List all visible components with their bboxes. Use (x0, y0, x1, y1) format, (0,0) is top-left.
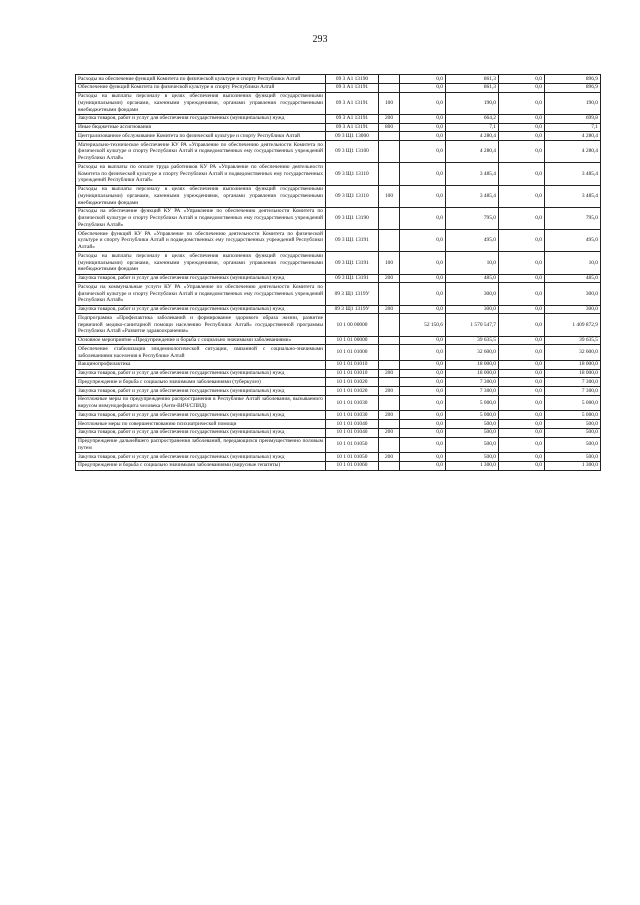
amount-change-year2-cell: 0,0 (499, 230, 545, 252)
amount-change-year1-cell: 0,0 (400, 274, 446, 283)
expense-type-code-cell: 200 (379, 387, 400, 396)
amount-total-year2-cell: 795,0 (545, 207, 601, 229)
target-article-code-cell: 09 3 Щ1 13190 (326, 207, 379, 229)
expense-name-cell: Материально-техническое обеспечение КУ РА «Управление по обеспечению деятельности Комитета по физической культуре и спорту Республики Алтай и подведомственных ему государственных учреждений Республики Алтай» (76, 141, 326, 163)
amount-total-year2-cell: 300,0 (545, 283, 601, 305)
target-article-code-cell: 10 1 01 01030 (326, 411, 379, 420)
table-row (76, 132, 601, 141)
expense-type-code-cell: 200 (379, 114, 400, 123)
amount-total-year2-cell: 495,0 (545, 230, 601, 252)
table-row (76, 283, 601, 305)
table-row (76, 369, 601, 378)
amount-change-year1-cell: 0,0 (400, 252, 446, 274)
amount-change-year2-cell: 0,0 (499, 163, 545, 185)
target-article-code-cell: 09 3 Щ1 13191 (326, 230, 379, 252)
expense-type-code-cell: 100 (379, 92, 400, 114)
amount-change-year2-cell: 0,0 (499, 461, 545, 470)
expense-name-cell: Подпрограмма «Профилактика заболеваний и формирование здорового образа жизни, развитие первичной медико-санитарной помощи населению Республики Алтай» государственной программы Республики Алтай «Развитие здравоохранения» (76, 314, 326, 336)
amount-change-year1-cell: 0,0 (400, 83, 446, 92)
expense-type-code-cell (379, 378, 400, 387)
amount-total-year1-cell: 500,0 (446, 428, 499, 437)
expense-name-cell: Закупка товаров, работ и услуг для обеспечения государственных (муниципальных) нужд (76, 453, 326, 462)
amount-change-year1-cell: 0,0 (400, 92, 446, 114)
expense-type-code-cell (379, 395, 400, 411)
expense-type-code-cell: 200 (379, 453, 400, 462)
amount-total-year1-cell: 18 000,0 (446, 369, 499, 378)
table-row (76, 274, 601, 283)
target-article-code-cell: 09 3 Щ1 13110 (326, 185, 379, 207)
amount-total-year2-cell: 18 000,0 (545, 369, 601, 378)
target-article-code-cell: 09 3 А1 13191 (326, 123, 379, 132)
amount-total-year1-cell: 300,0 (446, 283, 499, 305)
table-row (76, 395, 601, 411)
amount-change-year2-cell: 0,0 (499, 314, 545, 336)
amount-total-year1-cell: 5 000,0 (446, 395, 499, 411)
amount-change-year2-cell: 0,0 (499, 114, 545, 123)
target-article-code-cell: 10 1 01 01050 (326, 437, 379, 453)
amount-change-year1-cell: 0,0 (400, 283, 446, 305)
amount-change-year2-cell: 0,0 (499, 411, 545, 420)
target-article-code-cell: 10 1 01 00000 (326, 336, 379, 345)
amount-change-year1-cell: 0,0 (400, 420, 446, 429)
amount-change-year2-cell: 0,0 (499, 75, 545, 84)
amount-change-year1-cell: 0,0 (400, 207, 446, 229)
target-article-code-cell: 09 3 А1 13191 (326, 92, 379, 114)
amount-total-year2-cell: 3 485,4 (545, 185, 601, 207)
amount-change-year2-cell: 0,0 (499, 437, 545, 453)
expense-name-cell: Основное мероприятие «Предупреждение и борьба с социально значимыми заболеваниями» (76, 336, 326, 345)
amount-total-year1-cell: 39 635,5 (446, 336, 499, 345)
amount-change-year1-cell: 52 150,6 (400, 314, 446, 336)
target-article-code-cell: 09 3 Щ1 13110 (326, 163, 379, 185)
expense-name-cell: Закупка товаров, работ и услуг для обеспечения государственных (муниципальных) нужд (76, 114, 326, 123)
amount-change-year1-cell: 0,0 (400, 230, 446, 252)
amount-change-year2-cell: 0,0 (499, 420, 545, 429)
amount-total-year1-cell: 7 300,0 (446, 387, 499, 396)
expense-name-cell: Обеспечение функций КУ РА «Управление по обеспечению деятельности Комитета по физической культуре и спорту Республики Алтай и подведомственных ему государственных учреждений Республики Алтай» (76, 230, 326, 252)
amount-change-year1-cell: 0,0 (400, 360, 446, 369)
expense-type-code-cell (379, 345, 400, 361)
amount-change-year2-cell: 0,0 (499, 92, 545, 114)
expense-type-code-cell (379, 360, 400, 369)
amount-total-year2-cell: 1 300,0 (545, 461, 601, 470)
amount-total-year2-cell: 7 300,0 (545, 387, 601, 396)
expense-name-cell: Централизованное обслуживание Комитета по физической культуре и спорту Республики Алтай (76, 132, 326, 141)
target-article-code-cell: 09 3 Щ1 13000 (326, 132, 379, 141)
amount-total-year1-cell: 7,1 (446, 123, 499, 132)
target-article-code-cell: 09 3 Щ1 13100 (326, 141, 379, 163)
amount-change-year1-cell: 0,0 (400, 305, 446, 314)
target-article-code-cell: 10 1 01 01040 (326, 428, 379, 437)
table-row (76, 387, 601, 396)
amount-total-year1-cell: 500,0 (446, 420, 499, 429)
amount-total-year2-cell: 5 000,0 (545, 395, 601, 411)
amount-total-year1-cell: 495,0 (446, 230, 499, 252)
amount-change-year1-cell: 0,0 (400, 437, 446, 453)
table-row (76, 185, 601, 207)
expense-name-cell: Расходы на выплаты персоналу в целях обеспечения выполнения функций государственными (муниципальными) органами, казенными учреждениями, органами управления государственными внебюджетными фондами (76, 92, 326, 114)
amount-total-year2-cell: 10,0 (545, 252, 601, 274)
amount-change-year2-cell: 0,0 (499, 336, 545, 345)
table-row (76, 305, 601, 314)
amount-total-year1-cell: 18 000,0 (446, 360, 499, 369)
table-row (76, 336, 601, 345)
table-row (76, 114, 601, 123)
amount-change-year1-cell: 0,0 (400, 336, 446, 345)
table-row (76, 123, 601, 132)
expense-type-code-cell: 200 (379, 274, 400, 283)
amount-total-year2-cell: 4 280,4 (545, 141, 601, 163)
amount-total-year1-cell: 3 485,4 (446, 185, 499, 207)
expense-type-code-cell (379, 163, 400, 185)
amount-total-year2-cell: 300,0 (545, 305, 601, 314)
target-article-code-cell: 10 1 01 01000 (326, 345, 379, 361)
amount-total-year1-cell: 4 280,4 (446, 132, 499, 141)
table-row (76, 420, 601, 429)
amount-change-year1-cell: 0,0 (400, 163, 446, 185)
expense-type-code-cell: 200 (379, 411, 400, 420)
table-row (76, 411, 601, 420)
amount-total-year2-cell: 39 635,5 (545, 336, 601, 345)
target-article-code-cell: 09 3 Щ1 1319У (326, 305, 379, 314)
table-row (76, 461, 601, 470)
expense-type-code-cell: 200 (379, 428, 400, 437)
amount-change-year2-cell: 0,0 (499, 378, 545, 387)
expense-name-cell: Расходы на выплаты персоналу в целях обеспечения выполнения функций государственными (муниципальными) органами, казенными учреждениями, органами управления государственными внебюджетными фондами (76, 252, 326, 274)
amount-change-year2-cell: 0,0 (499, 360, 545, 369)
amount-change-year1-cell: 0,0 (400, 378, 446, 387)
amount-total-year2-cell: 18 000,0 (545, 360, 601, 369)
amount-change-year2-cell: 0,0 (499, 369, 545, 378)
amount-total-year1-cell: 5 000,0 (446, 411, 499, 420)
expense-type-code-cell (379, 437, 400, 453)
table-row (76, 252, 601, 274)
amount-change-year2-cell: 0,0 (499, 207, 545, 229)
amount-change-year1-cell: 0,0 (400, 369, 446, 378)
table-row (76, 230, 601, 252)
expense-type-code-cell (379, 207, 400, 229)
expense-type-code-cell: 200 (379, 369, 400, 378)
amount-total-year1-cell: 3 485,4 (446, 163, 499, 185)
expense-type-code-cell (379, 314, 400, 336)
expense-type-code-cell (379, 230, 400, 252)
expense-type-code-cell (379, 83, 400, 92)
amount-change-year2-cell: 0,0 (499, 132, 545, 141)
expense-type-code-cell: 200 (379, 305, 400, 314)
amount-total-year2-cell: 500,0 (545, 437, 601, 453)
budget-table (75, 74, 601, 471)
target-article-code-cell: 10 1 01 01010 (326, 360, 379, 369)
amount-total-year2-cell: 190,0 (545, 92, 601, 114)
amount-change-year2-cell: 0,0 (499, 283, 545, 305)
amount-total-year1-cell: 1 300,0 (446, 461, 499, 470)
target-article-code-cell: 10 1 01 01020 (326, 387, 379, 396)
target-article-code-cell: 09 3 А1 13191 (326, 83, 379, 92)
amount-change-year1-cell: 0,0 (400, 132, 446, 141)
expense-type-code-cell (379, 132, 400, 141)
amount-change-year1-cell: 0,0 (400, 114, 446, 123)
expense-type-code-cell (379, 75, 400, 84)
target-article-code-cell: 10 1 01 01020 (326, 378, 379, 387)
page-number: 293 (312, 34, 328, 45)
amount-total-year2-cell: 3 485,4 (545, 163, 601, 185)
table-row (76, 378, 601, 387)
expense-type-code-cell (379, 420, 400, 429)
amount-change-year2-cell: 0,0 (499, 141, 545, 163)
expense-type-code-cell: 800 (379, 123, 400, 132)
table-row (76, 314, 601, 336)
expense-name-cell: Расходы на выплаты по оплате труда работников КУ РА «Управление по обеспечению деятельности Комитета по физической культуре и спорту Республики Алтай и подведомственных ему государственных учреждений Республики Алтай» (76, 163, 326, 185)
expense-name-cell: Предупреждение и борьба с социально значимыми заболеваниями (вирусные гепатиты) (76, 461, 326, 470)
table-row (76, 163, 601, 185)
target-article-code-cell: 10 1 01 01050 (326, 453, 379, 462)
expense-type-code-cell (379, 461, 400, 470)
amount-total-year1-cell: 10,0 (446, 252, 499, 274)
target-article-code-cell: 09 3 Щ1 13191 (326, 274, 379, 283)
expense-name-cell: Закупка товаров, работ и услуг для обеспечения государственных (муниципальных) нужд (76, 369, 326, 378)
amount-total-year2-cell: 699,8 (545, 114, 601, 123)
amount-total-year2-cell: 7,1 (545, 123, 601, 132)
amount-total-year1-cell: 861,3 (446, 83, 499, 92)
target-article-code-cell: 09 3 Щ1 13191 (326, 252, 379, 274)
expense-name-cell: Расходы на обеспечение функций КУ РА «Управление по обеспечению деятельности Комитета по физической культуре и спорту Республики Алтай и подведомственных ему государственных учреждений Республики Алтай» (76, 207, 326, 229)
amount-total-year1-cell: 485,0 (446, 274, 499, 283)
amount-change-year1-cell: 0,0 (400, 411, 446, 420)
amount-total-year1-cell: 32 600,0 (446, 345, 499, 361)
table-row (76, 75, 601, 84)
expense-type-code-cell (379, 283, 400, 305)
expense-name-cell: Расходы на выплаты персоналу в целях обеспечения выполнения функций государственными (муниципальными) органами, казенными учреждениями, органами управления государственными внебюджетными фондами (76, 185, 326, 207)
table-row (76, 437, 601, 453)
expense-type-code-cell (379, 141, 400, 163)
amount-total-year1-cell: 7 300,0 (446, 378, 499, 387)
amount-change-year2-cell: 0,0 (499, 453, 545, 462)
target-article-code-cell: 10 1 01 01040 (326, 420, 379, 429)
target-article-code-cell: 10 1 00 00000 (326, 314, 379, 336)
table-row (76, 360, 601, 369)
target-article-code-cell: 09 3 А1 13191 (326, 114, 379, 123)
amount-total-year2-cell: 5 000,0 (545, 411, 601, 420)
amount-change-year2-cell: 0,0 (499, 387, 545, 396)
table-row (76, 92, 601, 114)
expense-name-cell: Расходы на обеспечение функций Комитета по физической культуре и спорту Республики Алтай (76, 75, 326, 84)
target-article-code-cell: 10 1 01 01010 (326, 369, 379, 378)
expense-type-code-cell (379, 336, 400, 345)
expense-name-cell: Иные бюджетные ассигнования (76, 123, 326, 132)
expense-type-code-cell: 100 (379, 252, 400, 274)
amount-change-year1-cell: 0,0 (400, 345, 446, 361)
amount-change-year2-cell: 0,0 (499, 83, 545, 92)
expense-name-cell: Неотложные меры по предупреждению распространения в Республике Алтай заболевания, вызываемого вирусом иммунодефицита человека (Анти-ВИЧ/СПИД) (76, 395, 326, 411)
amount-change-year1-cell: 0,0 (400, 123, 446, 132)
amount-total-year1-cell: 4 280,4 (446, 141, 499, 163)
expense-name-cell: Вакцинопрофилактика (76, 360, 326, 369)
expense-name-cell: Закупка товаров, работ и услуг для обеспечения государственных (муниципальных) нужд (76, 428, 326, 437)
amount-total-year2-cell: 4 280,4 (545, 132, 601, 141)
amount-change-year1-cell: 0,0 (400, 461, 446, 470)
amount-change-year2-cell: 0,0 (499, 395, 545, 411)
amount-change-year1-cell: 0,0 (400, 395, 446, 411)
table-row (76, 83, 601, 92)
amount-change-year1-cell: 0,0 (400, 453, 446, 462)
expense-name-cell: Предупреждение и борьба с социально значимыми заболеваниями (туберкулез) (76, 378, 326, 387)
amount-change-year2-cell: 0,0 (499, 345, 545, 361)
amount-change-year2-cell: 0,0 (499, 123, 545, 132)
expense-name-cell: Закупка товаров, работ и услуг для обеспечения государственных (муниципальных) нужд (76, 305, 326, 314)
amount-total-year1-cell: 861,3 (446, 75, 499, 84)
amount-total-year1-cell: 1 570 547,7 (446, 314, 499, 336)
expense-name-cell: Закупка товаров, работ и услуг для обеспечения государственных (муниципальных) нужд (76, 387, 326, 396)
table-row (76, 428, 601, 437)
amount-change-year1-cell: 0,0 (400, 185, 446, 207)
amount-total-year2-cell: 485,0 (545, 274, 601, 283)
amount-change-year1-cell: 0,0 (400, 387, 446, 396)
amount-total-year1-cell: 795,0 (446, 207, 499, 229)
amount-change-year2-cell: 0,0 (499, 252, 545, 274)
amount-total-year2-cell: 7 300,0 (545, 378, 601, 387)
expense-name-cell: Неотложные меры по совершенствованию психиатрической помощи (76, 420, 326, 429)
amount-change-year2-cell: 0,0 (499, 185, 545, 207)
amount-total-year2-cell: 896,9 (545, 75, 601, 84)
amount-total-year2-cell: 1 409 872,9 (545, 314, 601, 336)
amount-change-year1-cell: 0,0 (400, 75, 446, 84)
amount-total-year1-cell: 500,0 (446, 437, 499, 453)
expense-name-cell: Закупка товаров, работ и услуг для обеспечения государственных (муниципальных) нужд (76, 411, 326, 420)
expense-type-code-cell: 100 (379, 185, 400, 207)
target-article-code-cell: 10 1 01 01060 (326, 461, 379, 470)
amount-total-year1-cell: 500,0 (446, 453, 499, 462)
expense-name-cell: Закупка товаров, работ и услуг для обеспечения государственных (муниципальных) нужд (76, 274, 326, 283)
budget-table-body (76, 75, 601, 471)
table-row (76, 345, 601, 361)
amount-total-year1-cell: 300,0 (446, 305, 499, 314)
amount-total-year2-cell: 500,0 (545, 428, 601, 437)
table-row (76, 207, 601, 229)
amount-total-year1-cell: 664,2 (446, 114, 499, 123)
table-row (76, 453, 601, 462)
amount-change-year2-cell: 0,0 (499, 305, 545, 314)
target-article-code-cell: 09 3 Щ1 1319У (326, 283, 379, 305)
amount-total-year1-cell: 190,0 (446, 92, 499, 114)
expense-name-cell: Расходы на коммунальные услуги КУ РА «Управление по обеспечению деятельности Комитета по физической культуре и спорту Республики Алтай и подведомственных ему государственных учреждений Республики Алтай» (76, 283, 326, 305)
amount-total-year2-cell: 500,0 (545, 420, 601, 429)
expense-name-cell: Предупреждение дальнейшего распространения заболеваний, передающихся преимущественно половым путем (76, 437, 326, 453)
amount-change-year2-cell: 0,0 (499, 428, 545, 437)
amount-change-year2-cell: 0,0 (499, 274, 545, 283)
amount-change-year1-cell: 0,0 (400, 141, 446, 163)
amount-total-year2-cell: 32 600,0 (545, 345, 601, 361)
amount-total-year2-cell: 896,9 (545, 83, 601, 92)
table-row (76, 141, 601, 163)
amount-total-year2-cell: 500,0 (545, 453, 601, 462)
expense-name-cell: Обеспечение стабилизации эпидемиологической ситуации, связанной с социально-значимыми заболеваниями населения в Республике Алтай (76, 345, 326, 361)
target-article-code-cell: 09 3 А1 13190 (326, 75, 379, 84)
target-article-code-cell: 10 1 01 01030 (326, 395, 379, 411)
amount-change-year1-cell: 0,0 (400, 428, 446, 437)
expense-name-cell: Обеспечение функций Комитета по физической культуре и спорту Республики Алтай (76, 83, 326, 92)
